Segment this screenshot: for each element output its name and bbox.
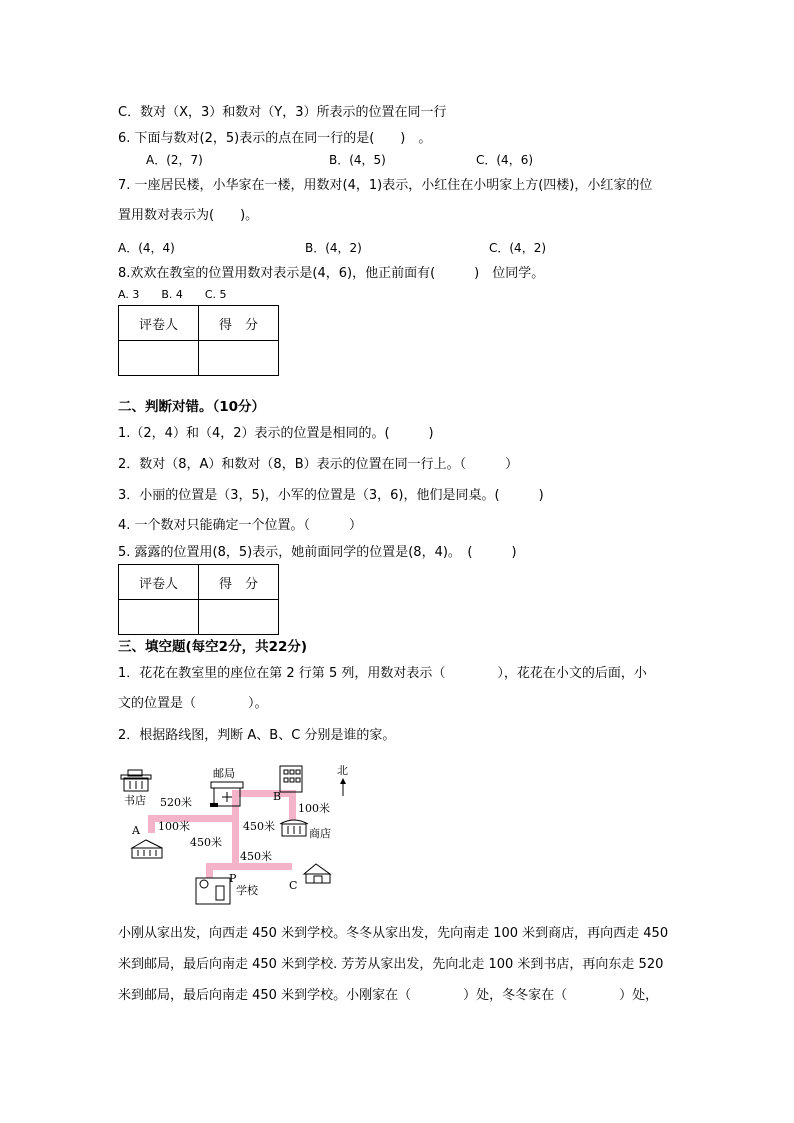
q8-options: A. 3 B. 4 C. 5 (118, 288, 227, 301)
school-building-icon (196, 878, 230, 904)
score-header: 得 分 (199, 306, 279, 341)
fill-q1-line1: 1．花花在教室里的座位在第 2 行第 5 列，用数对表示（ ），花花在小文的后面，小 (118, 666, 647, 681)
distance-450m-left: 450米 (190, 836, 222, 849)
q6-stem: 6. 下面与数对(2，5)表示的点在同一行的是( ) 。 (118, 131, 432, 146)
distance-100m-north: 100米 (298, 802, 330, 815)
north-label: 北 (337, 764, 348, 777)
shop-label: 商店 (309, 827, 331, 840)
section2-title: 二、判断对错。（10分） (118, 399, 266, 415)
distance-450m-lower: 450米 (240, 850, 272, 863)
judge-item: 5. 露露的位置用(8，5)表示，她前面同学的位置是(8，4)。 ( ) (118, 545, 517, 560)
judge-item: 3．小丽的位置是（3，5)，小军的位置是（3，6)，他们是同桌。( ) (118, 488, 544, 503)
distance-100m-west: 100米 (158, 820, 190, 833)
distance-450m-upper: 450米 (243, 820, 275, 833)
route-segment-b (289, 790, 296, 820)
reviewer-cell[interactable] (119, 341, 199, 376)
q7-stem-line1: 7. 一座居民楼，小华家在一楼，用数对(4，1)表示，小红住在小明家上方(四楼)，小红家的位 (118, 178, 653, 193)
c-house-icon (304, 864, 330, 883)
q7-option-c: C．(4，2) (489, 241, 547, 255)
route-segment-school-stem (206, 863, 213, 878)
q7-option-b: B．(4，2) (305, 241, 362, 255)
route-paragraph-line3: 米到邮局，最后向南走 450 米到学校。小刚家在（ ）处，冬冬家在（ ）处， (118, 988, 659, 1003)
route-segment-vertical (232, 790, 239, 870)
score-table-2 (118, 564, 279, 635)
judge-item: 4. 一个数对只能确定一个位置。（ ） (118, 518, 363, 533)
shop-building-icon (280, 820, 308, 836)
fill-q2-stem: 2．根据路线图，判断 A、B、C 分别是谁的家。 (118, 728, 396, 743)
score-table-1 (118, 305, 279, 376)
label-a: A (132, 824, 140, 837)
score-header: 得 分 (199, 565, 279, 600)
q7-stem-line2: 置用数对表示为( )。 (118, 208, 259, 223)
distance-520m: 520米 (160, 796, 192, 809)
route-segment-south (232, 863, 292, 870)
q8-stem: 8.欢欢在教室的位置用数对表示是(4，6)，他正前面有( ) 位同学。 (118, 266, 545, 281)
reviewer-header: 评卷人 (119, 306, 199, 341)
reviewer-header: 评卷人 (119, 565, 199, 600)
q6-option-c: C．(4，6) (476, 153, 534, 167)
route-paragraph-line1: 小刚从家出发，向西走 450 米到学校。冬冬从家出发，先向南走 100 米到商店，再向西走 450 (118, 926, 669, 941)
bookstore-building-icon (121, 770, 151, 791)
q7-option-a: A．(4，4) (118, 241, 175, 255)
q5-option-c: C．数对（X，3）和数对（Y，3）所表示的位置在同一行 (118, 105, 447, 120)
route-segment-north (232, 790, 296, 797)
score-cell[interactable] (199, 341, 279, 376)
q6-option-b: B．(4，5) (329, 153, 386, 167)
label-p: P (229, 872, 237, 885)
route-map (118, 760, 348, 910)
label-c: C (289, 879, 298, 892)
score-cell[interactable] (199, 600, 279, 635)
school-label: 学校 (236, 884, 258, 897)
bookstore-label: 书店 (124, 794, 146, 807)
post-office-label: 邮局 (213, 767, 235, 780)
north-arrow-icon (340, 778, 346, 796)
a-house-icon (132, 840, 162, 858)
section3-title: 三、填空题(每空2分，共22分) (118, 639, 308, 655)
route-paragraph-line2: 米到邮局，最后向南走 450 米到学校. 芳芳从家出发，先向北走 100 米到书店，再向东走 520 (118, 957, 664, 972)
judge-item: 2．数对（8，A）和数对（8，B）表示的位置在同一行上。（ ） (118, 457, 519, 472)
reviewer-cell[interactable] (119, 600, 199, 635)
q6-option-a: A．(2，7) (146, 153, 203, 167)
judge-item: 1.（2，4）和（4，2）表示的位置是相同的。( ) (118, 426, 434, 441)
fill-q1-line2: 文的位置是（ ）。 (118, 696, 268, 711)
label-b: B (273, 790, 282, 803)
b-house-icon (280, 766, 302, 792)
route-segment-a (148, 815, 155, 833)
